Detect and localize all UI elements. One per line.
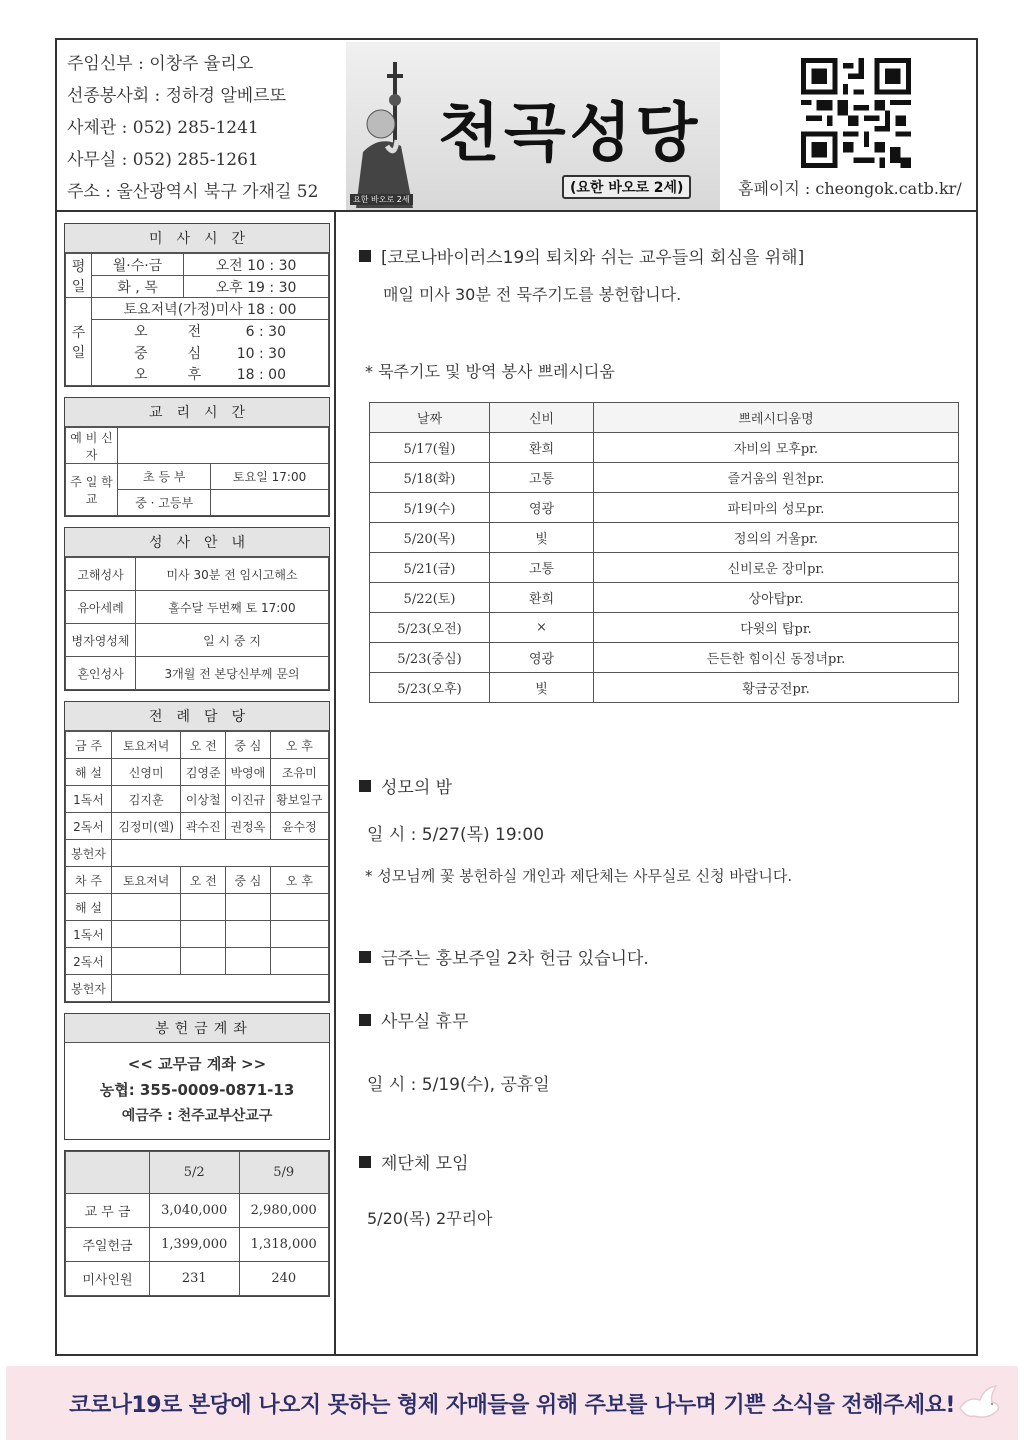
header xyxy=(57,40,976,212)
money-value: 1,318,000 xyxy=(239,1228,329,1262)
rectory-phone: 사제관 : 052) 285-1241 xyxy=(67,118,259,138)
table-row xyxy=(370,673,959,703)
col-morning: 오 전 xyxy=(181,732,226,759)
money-col-week2: 5/9 xyxy=(239,1152,329,1194)
table-row xyxy=(370,643,959,673)
liturgy-head: 전례담당 xyxy=(65,702,329,731)
church-subtitle: (요한 바오로 2세) xyxy=(562,175,691,199)
section-title: 성모의 밤 xyxy=(381,778,453,798)
table-row xyxy=(66,894,329,921)
dove-icon xyxy=(954,1378,1004,1428)
money-value: 3,040,000 xyxy=(150,1194,240,1228)
duty-name xyxy=(270,921,328,948)
rosary-praesidium: 즐거움의 원천pr. xyxy=(594,463,959,493)
rosary-date: 5/22(토) xyxy=(370,583,490,613)
bullet-square-icon xyxy=(359,780,371,792)
money-value: 231 xyxy=(150,1262,240,1296)
table-row xyxy=(370,463,959,493)
rosary-praesidium: 정의의 거울pr. xyxy=(594,523,959,553)
elementary-label: 초 등 부 xyxy=(118,464,211,490)
col-date: 날짜 xyxy=(370,403,490,433)
offering-account xyxy=(64,1013,330,1140)
weekday-time: 오전 10 : 30 xyxy=(184,254,329,276)
banner-caption: 요한 바오로 2세 xyxy=(350,194,413,205)
marriage-value: 3개월 전 본당신부께 문의 xyxy=(136,657,329,690)
duty-name xyxy=(226,921,271,948)
section-marian-night xyxy=(359,773,959,798)
col-morning: 오 전 xyxy=(181,867,226,894)
duty-name: 곽수진 xyxy=(181,813,226,840)
duty-name xyxy=(112,948,181,975)
duty-name xyxy=(112,921,181,948)
col-this-week: 금 주 xyxy=(66,732,112,759)
sunday-row: 중 심 10 : 30 xyxy=(92,342,329,364)
table-row xyxy=(370,613,959,643)
bullet-square-icon xyxy=(359,250,371,262)
rosary-praesidium: 자비의 모후pr. xyxy=(594,433,959,463)
weekday-time: 오후 19 : 30 xyxy=(184,276,329,298)
role-label: 해 설 xyxy=(66,759,112,786)
rosary-date: 5/23(중심) xyxy=(370,643,490,673)
liturgy-this-week xyxy=(65,731,329,1002)
table-row xyxy=(370,523,959,553)
money-col-week1: 5/2 xyxy=(150,1152,240,1194)
table-row xyxy=(66,1262,329,1296)
duty-name: 이상철 xyxy=(181,786,226,813)
section-title: 제단체 모임 xyxy=(381,1154,469,1174)
col-saturday: 토요저녁 xyxy=(112,732,181,759)
role-label: 1독서 xyxy=(66,786,112,813)
duty-name xyxy=(226,948,271,975)
money-summary xyxy=(64,1150,330,1297)
section-office-closed xyxy=(359,1007,959,1032)
duty-name: 권정옥 xyxy=(226,813,271,840)
weekday-days: 월·수·금 xyxy=(92,254,184,276)
account-title: << 교무금 계좌 >> xyxy=(127,1055,267,1073)
duty-name: 김영준 xyxy=(181,759,226,786)
catechism-schedule xyxy=(64,397,330,517)
offerer-label: 봉헌자 xyxy=(66,840,112,867)
catechism-head: 교리시간 xyxy=(65,398,329,427)
section-title: 사무실 휴무 xyxy=(381,1012,469,1032)
rosary-date: 5/23(오전) xyxy=(370,613,490,643)
table-row xyxy=(66,813,329,840)
sacrament-table xyxy=(65,557,329,690)
catechism-table xyxy=(65,427,329,516)
group-meeting-body: 5/20(목) 2꾸리아 xyxy=(367,1209,493,1228)
duty-name xyxy=(226,894,271,921)
address: 주소 : 울산광역시 북구 가재길 52 xyxy=(67,182,319,202)
offerer-value xyxy=(112,840,329,867)
rosary-praesidium: 황금궁전pr. xyxy=(594,673,959,703)
rosary-mystery: 환희 xyxy=(490,583,594,613)
sunday-label: 주일 xyxy=(66,298,92,386)
money-col-blank xyxy=(66,1152,150,1194)
rosary-praesidium: 파티마의 성모pr. xyxy=(594,493,959,523)
marriage-label: 혼인성사 xyxy=(66,657,136,690)
table-row xyxy=(370,433,959,463)
weekday-days: 화 , 목 xyxy=(92,276,184,298)
left-column xyxy=(64,223,330,1297)
bullet-square-icon xyxy=(359,951,371,963)
pastor-line: 주임신부 : 이창주 율리오 xyxy=(67,54,254,74)
office-closed-time: 일 시 : 5/19(수), 공휴일 xyxy=(367,1075,550,1095)
rosary-mystery: 영광 xyxy=(490,493,594,523)
weekday-label: 평일 xyxy=(66,254,92,298)
mass-head: 미사시간 xyxy=(65,224,329,253)
role-label: 2독서 xyxy=(66,813,112,840)
rosary-date: 5/21(금) xyxy=(370,553,490,583)
secondary-label: 중 · 고등부 xyxy=(118,490,211,516)
rosary-praesidium: 상아탑pr. xyxy=(594,583,959,613)
qr-code-icon[interactable] xyxy=(801,58,911,168)
money-label: 주일헌금 xyxy=(66,1228,150,1262)
bullet-square-icon xyxy=(359,1014,371,1026)
rosary-praesidium: 다윗의 탑pr. xyxy=(594,613,959,643)
office-phone: 사무실 : 052) 285-1261 xyxy=(67,150,259,170)
sacrament-info xyxy=(64,527,330,691)
sick-communion-label: 병자영성체 xyxy=(66,624,136,657)
rosary-table xyxy=(369,402,959,703)
table-row xyxy=(66,786,329,813)
rosary-mystery: × xyxy=(490,613,594,643)
rosary-date: 5/23(오후) xyxy=(370,673,490,703)
table-row xyxy=(66,1228,329,1262)
duty-name xyxy=(181,894,226,921)
duty-name xyxy=(270,894,328,921)
offerer-value xyxy=(112,975,329,1002)
homepage-link[interactable]: 홈페이지 : cheongok.catb.kr/ xyxy=(738,179,962,198)
table-row xyxy=(66,759,329,786)
baptism-value: 홀수달 두번째 토 17:00 xyxy=(136,591,329,624)
money-label: 교 무 금 xyxy=(66,1194,150,1228)
offering-body xyxy=(65,1043,329,1139)
table-row xyxy=(370,493,959,523)
role-label: 해 설 xyxy=(66,894,112,921)
pope-figure-icon xyxy=(351,62,431,208)
duty-name: 윤수정 xyxy=(270,813,328,840)
col-next-week: 차 주 xyxy=(66,867,112,894)
sunday-row: 오 후 18 : 00 xyxy=(92,364,329,386)
column-divider xyxy=(334,212,336,1356)
section-title: 금주는 홍보주일 2차 헌금 있습니다. xyxy=(381,949,649,969)
rosary-mystery: 고통 xyxy=(490,463,594,493)
rosary-title: * 묵주기도 및 방역 봉사 쁘레시디움 xyxy=(365,362,615,381)
right-column xyxy=(359,243,959,1229)
confession-label: 고해성사 xyxy=(66,558,136,591)
rosary-mystery: 빛 xyxy=(490,673,594,703)
catechumen-label: 예 비 신 자 xyxy=(66,428,118,464)
sunday-school-label: 주 일 학 교 xyxy=(66,464,118,516)
money-value: 1,399,000 xyxy=(150,1228,240,1262)
sacrament-head: 성사안내 xyxy=(65,528,329,557)
footer-text: 코로나19로 본당에 나오지 못하는 형제 자매들을 위해 주보를 나누며 기쁜 소식을 전해주세요! xyxy=(69,1392,955,1418)
money-table xyxy=(65,1151,329,1296)
footer-banner xyxy=(6,1366,1018,1440)
section-body: 매일 미사 30분 전 묵주기도를 봉헌합니다. xyxy=(383,285,682,304)
rosary-mystery: 환희 xyxy=(490,433,594,463)
sunday-row: 오 전 6 : 30 xyxy=(92,320,329,342)
duty-name: 황보일구 xyxy=(270,786,328,813)
rosary-date: 5/19(수) xyxy=(370,493,490,523)
duty-name: 김정미(엘) xyxy=(112,813,181,840)
confession-value: 미사 30분 전 임시고해소 xyxy=(136,558,329,591)
section-second-collection xyxy=(359,944,959,969)
funeral-line: 선종봉사회 : 정하경 알베르또 xyxy=(67,86,287,106)
bullet-square-icon xyxy=(359,1156,371,1168)
col-mystery: 신비 xyxy=(490,403,594,433)
baptism-label: 유아세례 xyxy=(66,591,136,624)
money-value: 240 xyxy=(239,1262,329,1296)
role-label: 2독서 xyxy=(66,948,112,975)
table-row xyxy=(66,1194,329,1228)
banner xyxy=(346,42,720,210)
contact-info xyxy=(67,48,318,208)
col-midday: 중 심 xyxy=(226,732,271,759)
col-praesidium: 쁘레시디움명 xyxy=(594,403,959,433)
section-prayer xyxy=(359,243,959,268)
col-saturday: 토요저녁 xyxy=(112,867,181,894)
duty-name xyxy=(181,948,226,975)
table-row xyxy=(370,583,959,613)
rosary-date: 5/18(화) xyxy=(370,463,490,493)
duty-name xyxy=(112,894,181,921)
table-row xyxy=(370,553,959,583)
elementary-time: 토요일 17:00 xyxy=(211,464,329,490)
table-row xyxy=(66,840,329,867)
duty-name xyxy=(181,921,226,948)
money-value: 2,980,000 xyxy=(239,1194,329,1228)
rosary-date: 5/17(월) xyxy=(370,433,490,463)
liturgy-duty xyxy=(64,701,330,1003)
table-row xyxy=(66,921,329,948)
secondary-time xyxy=(211,490,329,516)
marian-night-note: * 성모님께 꽃 봉헌하실 개인과 제단체는 사무실로 신청 바랍니다. xyxy=(365,867,793,885)
duty-name xyxy=(270,948,328,975)
mass-table xyxy=(65,253,329,386)
account-number: 농협: 355-0009-0871-13 xyxy=(99,1081,295,1099)
money-label: 미사인원 xyxy=(66,1262,150,1296)
rosary-praesidium: 신비로운 장미pr. xyxy=(594,553,959,583)
rosary-praesidium: 든든한 힘이신 동정녀pr. xyxy=(594,643,959,673)
col-evening: 오 후 xyxy=(270,867,328,894)
rosary-mystery: 고통 xyxy=(490,553,594,583)
col-evening: 오 후 xyxy=(270,732,328,759)
section-title: [코로나바이러스19의 퇴치와 쉬는 교우들의 회심을 위해] xyxy=(381,248,805,268)
table-row xyxy=(66,975,329,1002)
saturday-mass: 토요저녁(가정)미사 18 : 00 xyxy=(92,298,329,320)
duty-name: 조유미 xyxy=(270,759,328,786)
church-title: 천곡성당 xyxy=(438,97,702,171)
section-group-meeting xyxy=(359,1149,959,1174)
offering-head: 봉헌금계좌 xyxy=(65,1014,329,1043)
rosary-mystery: 영광 xyxy=(490,643,594,673)
catechumen-value xyxy=(118,428,329,464)
duty-name: 김지훈 xyxy=(112,786,181,813)
bulletin-frame xyxy=(55,38,978,1356)
marian-night-time: 일 시 : 5/27(목) 19:00 xyxy=(367,825,545,845)
duty-name: 이진규 xyxy=(226,786,271,813)
role-label: 1독서 xyxy=(66,921,112,948)
account-holder: 예금주 : 천주교부산교구 xyxy=(121,1108,273,1124)
offerer-label: 봉헌자 xyxy=(66,975,112,1002)
mass-schedule xyxy=(64,223,330,387)
duty-name: 신영미 xyxy=(112,759,181,786)
table-row xyxy=(66,948,329,975)
rosary-mystery: 빛 xyxy=(490,523,594,553)
col-midday: 중 심 xyxy=(226,867,271,894)
rosary-date: 5/20(목) xyxy=(370,523,490,553)
sick-communion-value: 일 시 중 지 xyxy=(136,624,329,657)
duty-name: 박영애 xyxy=(226,759,271,786)
